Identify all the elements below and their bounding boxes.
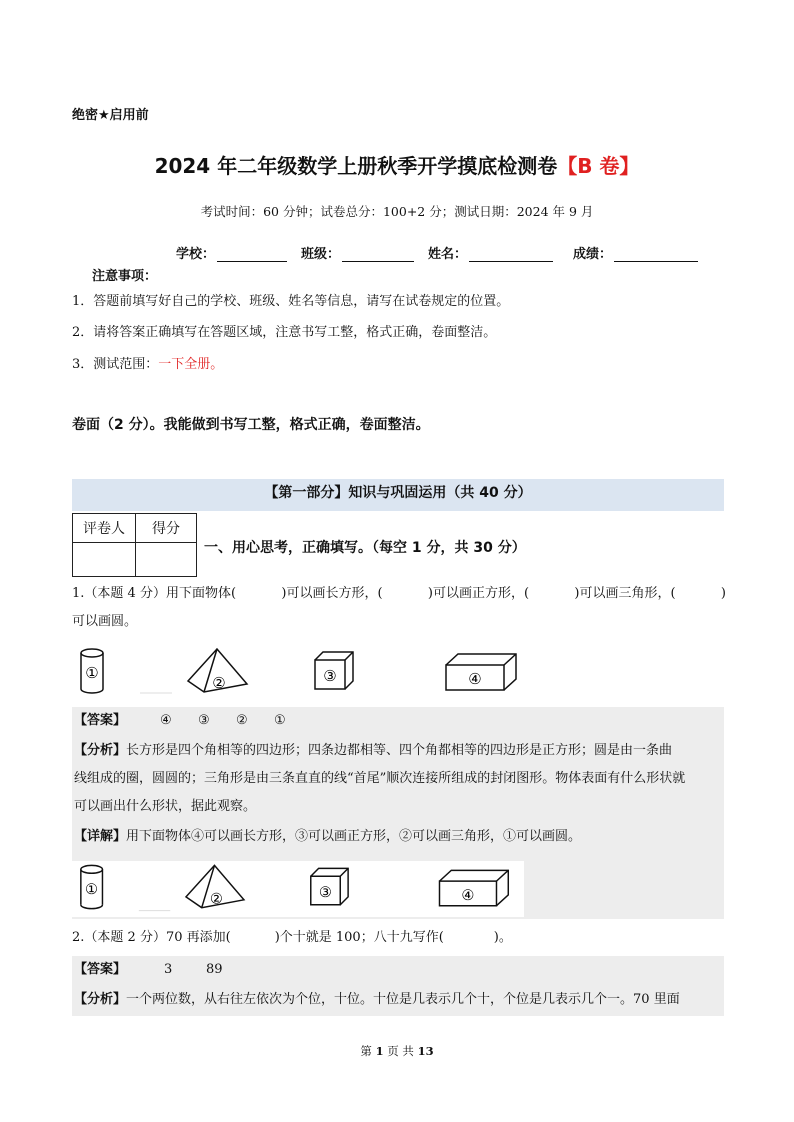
notice-heading: 注意事项： xyxy=(92,269,158,284)
shape-label: ③ xyxy=(323,667,337,685)
q1-analysis-line: 线组成的圈，圆圆的；三角形是由三条直直的线“首尾”顺次连接所组成的封闭图形。物体表面有什么形状就 xyxy=(74,771,686,786)
analysis-text: 长方形是四个角相等的四边形；四条边都相等、四个角都相等的四边形是正方形；圆是由一条曲 xyxy=(126,743,673,758)
cuboid-shape xyxy=(439,870,508,905)
info-fields xyxy=(176,243,698,262)
class-line[interactable] xyxy=(342,247,414,262)
shape-label: ③ xyxy=(318,883,333,901)
section-heading: 一、用心思考，正确填写。（每空 1 分，共 30 分） xyxy=(204,540,526,556)
reviewer-header: 评卷人 xyxy=(73,514,136,543)
question-1-line2: 可以画圆。 xyxy=(72,614,138,629)
notice-item: 2．请将答案正确填写在答题区域，注意书写工整，格式正确，卷面整洁。 xyxy=(72,325,497,340)
q1-seg: )可以画正方形，( xyxy=(427,586,530,601)
page-footer xyxy=(0,1043,794,1059)
cube-shape xyxy=(311,868,348,904)
question-1 xyxy=(72,580,726,636)
q1-seg: )可以画三角形，( xyxy=(574,586,676,601)
cylinder-shape xyxy=(81,649,103,693)
q2-solution xyxy=(72,956,724,1016)
school-label: 学校： xyxy=(176,247,216,262)
q1-seg: )可以画长方形，( xyxy=(281,586,383,601)
q2-analysis xyxy=(72,986,724,1014)
notice-item-text: 3．测试范围： xyxy=(72,357,159,372)
confidential-label: 绝密★启用前 xyxy=(72,108,149,123)
footer-page: 1 xyxy=(375,1044,384,1058)
q1-seg: ) xyxy=(720,586,726,601)
name-line[interactable] xyxy=(469,247,553,262)
q1-detail xyxy=(72,823,724,851)
score-header: 得分 xyxy=(136,514,197,543)
q1-analysis-line: 可以画出什么形状，据此观察。 xyxy=(74,799,257,814)
q1-seg: 1.（本题 4 分）用下面物体( xyxy=(72,586,237,601)
question-2 xyxy=(72,924,726,952)
neatness-note: 卷面（2 分）。我能做到书写工整，格式正确，卷面整洁。 xyxy=(72,417,430,433)
answer-value: 89 xyxy=(206,962,223,977)
q1-answer xyxy=(72,707,724,735)
answer-value: ③ xyxy=(198,713,210,728)
cylinder-shape xyxy=(81,865,103,908)
page-title xyxy=(0,150,794,179)
shape-label: ② xyxy=(209,890,224,908)
notice-scope: 一下全册。 xyxy=(158,357,224,372)
answer-value: ② xyxy=(236,713,248,728)
answer-value: ① xyxy=(274,713,286,728)
shapes-figure-svg xyxy=(72,645,532,701)
name-label: 姓名： xyxy=(428,247,468,262)
reviewer-cell[interactable] xyxy=(73,543,136,577)
q2-seg: )个十就是 100；八十九写作( xyxy=(274,930,444,945)
analysis-text: 一个两位数，从右往左依次为个位，十位。十位是几表示几个十，个位是几表示几个一。70 里面 xyxy=(126,992,680,1007)
detail-text: 用下面物体④可以画长方形，③可以画正方形，②可以画三角形，①可以画圆。 xyxy=(126,829,582,844)
cube-shape xyxy=(315,652,353,689)
title-text: 2024 年二年级数学上册秋季开学摸底检测卷 xyxy=(154,154,558,178)
shape-label: ① xyxy=(85,664,99,682)
notice-item xyxy=(72,353,223,372)
q2-answer xyxy=(72,956,724,984)
score-field xyxy=(573,243,698,262)
answer-label: 【答案】 xyxy=(74,713,127,728)
score-label: 成绩： xyxy=(573,247,613,262)
score-line[interactable] xyxy=(614,247,698,262)
part-heading: 【第一部分】知识与巩固运用（共 40 分） xyxy=(72,479,724,511)
pyramid-shape xyxy=(186,865,244,907)
q1-analysis xyxy=(72,737,724,765)
answer-value: 3 xyxy=(164,962,173,977)
notice-item: 1．答题前填写好自己的学校、班级、姓名等信息，请写在试卷规定的位置。 xyxy=(72,294,510,309)
school-field xyxy=(176,243,287,262)
footer-prefix: 第 xyxy=(360,1044,372,1058)
name-field xyxy=(428,243,553,262)
title-tag: 【B 卷】 xyxy=(557,154,640,178)
q1-solution xyxy=(72,707,724,861)
class-label: 班级： xyxy=(301,247,341,262)
class-field xyxy=(301,243,414,262)
answer-label: 【答案】 xyxy=(74,962,127,977)
q2-seg: )。 xyxy=(493,930,512,945)
shape-label: ① xyxy=(85,880,99,898)
answer-value: ④ xyxy=(160,713,172,728)
shapes-figure xyxy=(72,645,524,705)
shape-label: ④ xyxy=(468,670,482,688)
score-cell[interactable] xyxy=(136,543,197,577)
question-1-line xyxy=(72,580,726,608)
detail-shapes-figure xyxy=(72,861,524,917)
cuboid-shape xyxy=(446,654,516,690)
pyramid-shape xyxy=(188,649,247,692)
exam-meta: 考试时间：60 分钟；试卷总分：100+2 分；测试日期：2024 年 9 月 xyxy=(200,204,594,219)
analysis-label: 【分析】 xyxy=(74,743,127,758)
detail-shapes-svg xyxy=(72,861,524,917)
footer-total: 13 xyxy=(417,1044,434,1058)
shape-label: ② xyxy=(212,674,226,692)
detail-label: 【详解】 xyxy=(74,829,127,844)
footer-mid: 页 共 xyxy=(387,1044,414,1058)
score-table xyxy=(72,513,197,577)
analysis-label: 【分析】 xyxy=(74,992,127,1007)
q2-seg: 2.（本题 2 分）70 再添加( xyxy=(72,930,231,945)
school-line[interactable] xyxy=(217,247,287,262)
shape-label: ④ xyxy=(461,886,475,904)
